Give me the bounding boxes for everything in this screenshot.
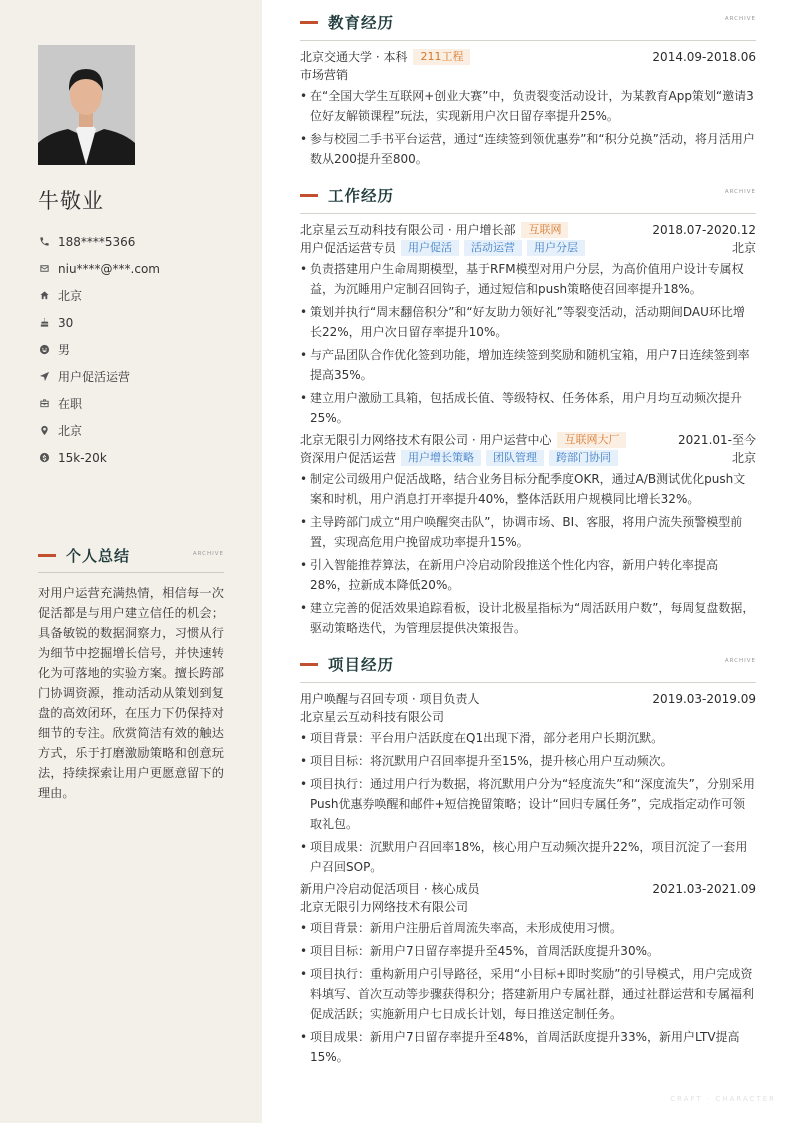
job-role-row (300, 239, 756, 257)
skill-tag: 用户促活 (401, 240, 459, 256)
skill-tag: 活动运营 (464, 240, 522, 256)
list-item: • 项目背景：新用户注册后首周流失率高，未形成使用习惯。 (300, 918, 756, 938)
list-item: • 项目背景：平台用户活跃度在Q1出现下滑，部分老用户长期沉默。 (300, 728, 756, 748)
home-icon (38, 290, 50, 302)
job-date: 2018.07-2020.12 (652, 223, 756, 237)
project-name: 用户唤醒与召回专项 · 项目负责人 (300, 692, 480, 706)
job-city: 北京 (731, 241, 756, 255)
main-content (300, 10, 756, 1081)
skill-tag: 跨部门协同 (549, 450, 618, 466)
job-city: 北京 (731, 451, 756, 465)
list-item: • 与产品团队合作优化签到功能，增加连续签到奖励和随机宝箱，用户7日连续签到率提高35%。 (300, 345, 756, 385)
projects-title: 项目经历 (328, 656, 395, 674)
industry-tag: 互联网 (521, 222, 568, 238)
project-entry (300, 880, 756, 1067)
project-date: 2021.03-2021.09 (652, 882, 756, 896)
work-header (300, 183, 756, 207)
profile-photo (38, 45, 135, 165)
info-phone (38, 228, 238, 255)
job-date: 2021.01-至今 (678, 433, 756, 447)
summary-title: 个人总结 (66, 546, 131, 565)
info-position (38, 363, 238, 390)
info-location (38, 417, 238, 444)
list-item: • 建立完善的促活效果追踪看板，设计北极星指标为“周活跃用户数”，每周复盘数据，驱动策略迭代，为管理层提供决策报告。 (300, 598, 756, 638)
project-company: 北京无限引力网络技术有限公司 (300, 900, 469, 914)
list-item: • 主导跨部门成立“用户唤醒突击队”，协调市场、BI、客服，将用户流失预警模型前置，实现高危用户挽留成功率提升15%。 (300, 512, 756, 552)
summary-header (38, 545, 224, 565)
candidate-name: 牛敬业 (38, 189, 104, 213)
education-row (300, 48, 756, 66)
info-gender-text: 男 (58, 343, 71, 357)
work-title: 工作经历 (328, 187, 395, 205)
info-home-text: 北京 (58, 289, 83, 303)
section-divider (300, 40, 756, 41)
section-divider (300, 213, 756, 214)
money-icon (38, 452, 50, 464)
info-status-text: 在职 (58, 397, 83, 411)
summary-text: 对用户运营充满热情，相信每一次促活都是与用户建立信任的机会；具备敏锐的数据洞察力，习惯从行为细节中挖掘增长信号，并快速转化为可落地的实验方案。擅长跨部门协调资源，推动活动从策划到复盘的高效闭环，在压力下仍保持对细节的专注。欣赏简洁有效的触达方式，乐于打磨激励策略和创意玩法，持续探索让用户更愿意留下的理由。 (38, 586, 224, 800)
project-entry (300, 690, 756, 877)
project-header-row (300, 880, 756, 898)
send-icon (38, 371, 50, 383)
education-title: 教育经历 (328, 14, 395, 32)
info-home (38, 282, 238, 309)
project-date: 2019.03-2019.09 (652, 692, 756, 706)
list-item: • 项目执行：通过用户行为数据，将沉默用户分为“轻度流失”和“深度流失”，分别采用Push优惠券唤醒和邮件+短信挽留策略；设计“回归专属任务”，完成指定动作可领取礼包。 (300, 774, 756, 834)
work-archive-label: ARCHIVE (724, 189, 756, 195)
info-phone-text: 188****5366 (58, 234, 136, 249)
list-item: • 引入智能推荐算法，在新用户冷启动阶段推送个性化内容，新用户转化率提高28%，拉新成本降低20%。 (300, 555, 756, 595)
info-salary-text: 15k-20k (58, 450, 107, 465)
watermark: CRAFT · CHARACTER (670, 1095, 776, 1103)
school-name: 北京交通大学 · 本科 (300, 50, 408, 64)
work-section (300, 183, 756, 638)
education-header (300, 10, 756, 34)
info-salary (38, 444, 238, 471)
company-name: 北京无限引力网络技术有限公司 · 用户运营中心 (300, 433, 552, 447)
list-item: • 建立用户激励工具箱，包括成长值、等级特权、任务体系，用户月均互动频次提升25%。 (300, 388, 756, 428)
info-position-text: 用户促活运营 (58, 370, 131, 384)
info-age-text: 30 (58, 315, 74, 330)
location-icon (38, 425, 50, 437)
project-company-row (300, 708, 756, 726)
job-bullets (300, 259, 756, 428)
face-icon (38, 344, 50, 356)
project-name: 新用户冷启动促活项目 · 核心成员 (300, 882, 480, 896)
job-role-row (300, 449, 756, 467)
skill-tag: 用户分层 (527, 240, 585, 256)
info-status (38, 390, 238, 417)
list-item: • 项目目标：新用户7日留存率提升至45%，首周活跃度提升30%。 (300, 941, 756, 961)
section-accent-bar (300, 194, 318, 197)
education-entry (300, 48, 756, 169)
list-item: • 项目目标：将沉默用户召回率提升至15%，提升核心用户互动频次。 (300, 751, 756, 771)
skill-tag: 用户增长策略 (401, 450, 481, 466)
job-header-row (300, 221, 756, 239)
info-email (38, 255, 238, 282)
education-archive-label: ARCHIVE (724, 16, 756, 22)
projects-section (300, 652, 756, 1067)
section-divider (300, 682, 756, 683)
section-accent-bar (300, 663, 318, 666)
list-item: • 策划并执行“周末翻倍积分”和“好友助力领好礼”等裂变活动，活动期间DAU环比增长22%，用户次日留存率提升10%。 (300, 302, 756, 342)
summary-archive-label: ARCHIVE (192, 551, 224, 557)
project-company: 北京星云互动科技有限公司 (300, 710, 445, 724)
phone-icon (38, 236, 50, 248)
section-accent-bar (300, 21, 318, 24)
industry-tag: 互联网大厂 (557, 432, 626, 448)
summary-section (38, 545, 224, 803)
list-item: • 负责搭建用户生命周期模型，基于RFM模型对用户分层，为高价值用户设计专属权益，为沉睡用户定制召回钩子，通过短信和push策略使召回率提升18%。 (300, 259, 756, 299)
mail-icon (38, 263, 50, 275)
list-item: • 参与校园二手书平台运营，通过“连续签到领优惠券”和“积分兑换”活动，将月活用户数从200提升至800。 (300, 129, 756, 169)
project-company-row (300, 898, 756, 916)
list-item: • 项目执行：重构新用户引导路径，采用“小目标+即时奖励”的引导模式，用户完成资料填写、首次互动等步骤获得积分；搭建新用户专属社群，通过社群运营和专属福利促成活跃；实施新用户七日成长计划，每日推送定制任务。 (300, 964, 756, 1024)
briefcase-icon (38, 398, 50, 410)
list-item: • 项目成果：新用户7日留存率提升至48%，首周活跃度提升33%，新用户LTV提高15%。 (300, 1027, 756, 1067)
section-accent-bar (38, 554, 56, 557)
project-bullets (300, 918, 756, 1067)
info-gender (38, 336, 238, 363)
job-role: 资深用户促活运营 (300, 451, 397, 465)
info-email-text: niu****@***.com (58, 261, 160, 276)
job-role: 用户促活运营专员 (300, 241, 397, 255)
projects-archive-label: ARCHIVE (724, 658, 756, 664)
education-date: 2014.09-2018.06 (652, 50, 756, 64)
job-header-row (300, 431, 756, 449)
contact-info-list (38, 228, 238, 471)
job-bullets (300, 469, 756, 638)
major-row (300, 66, 756, 84)
projects-header (300, 652, 756, 676)
list-item: • 项目成果：沉默用户召回率18%，核心用户互动频次提升22%，项目沉淀了一套用户召回SOP。 (300, 837, 756, 877)
company-name: 北京星云互动科技有限公司 · 用户增长部 (300, 223, 516, 237)
education-section (300, 10, 756, 169)
skill-tag: 团队管理 (486, 450, 544, 466)
education-bullets (300, 86, 756, 169)
major-name: 市场营销 (300, 68, 349, 82)
section-divider (38, 572, 224, 573)
list-item: • 在“全国大学生互联网+创业大赛”中，负责裂变活动设计，为某教育App策划“邀请3位好友解锁课程”玩法，实现新用户次日留存率提升25%。 (300, 86, 756, 126)
project-bullets (300, 728, 756, 877)
school-tag: 211工程 (413, 49, 470, 65)
job-entry (300, 431, 756, 638)
info-age (38, 309, 238, 336)
project-header-row (300, 690, 756, 708)
info-location-text: 北京 (58, 424, 83, 438)
job-entry (300, 221, 756, 428)
sidebar (0, 0, 262, 1123)
cake-icon (38, 317, 50, 329)
list-item: • 制定公司级用户促活战略，结合业务目标分配季度OKR，通过A/B测试优化push文案和时机，用户消息打开率提升40%，整体活跃用户规模同比增长32%。 (300, 469, 756, 509)
